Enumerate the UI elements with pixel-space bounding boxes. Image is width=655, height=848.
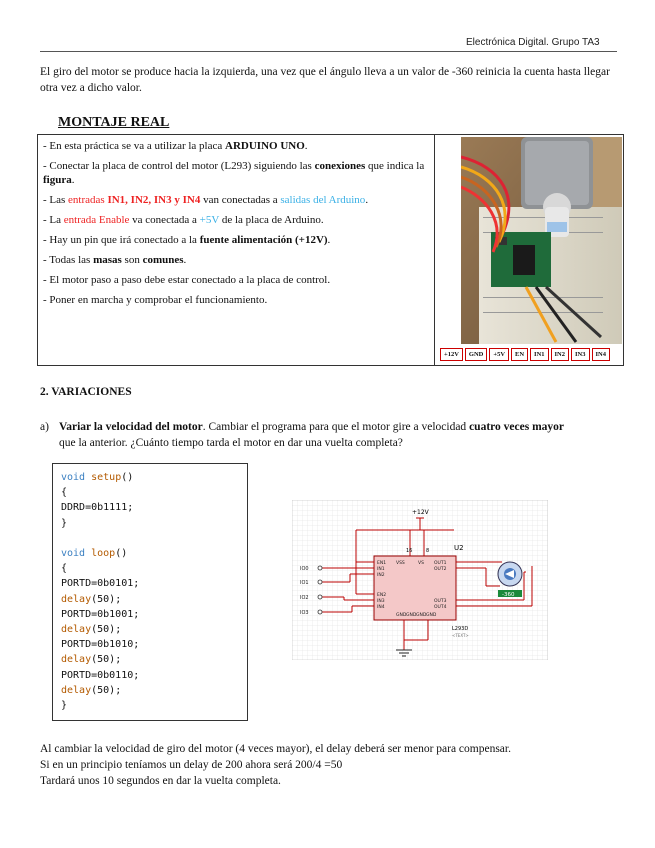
code-line: { [61, 487, 68, 499]
code-line: PORTD=0b0101; [61, 578, 140, 590]
pin-label: GND [465, 348, 487, 361]
ic-name: U2 [454, 544, 464, 552]
intro-paragraph: El giro del motor se produce hacia la izquierda, una vez que el ángulo lleva a un valor de -360 reinicia la cuenta hasta llegar otra vez a dicho valor. [40, 66, 610, 94]
vcc-label: +12V [412, 509, 429, 516]
conclusion-line: Al cambiar la velocidad de giro del motor (4 veces mayor), el delay deberá ser menor para compensar. [40, 743, 511, 755]
pin-label: IN3 [571, 348, 589, 361]
list-item: - En esta práctica se va a utilizar la placa ARDUINO UNO. [43, 140, 308, 152]
pin-name: OUT3 [434, 599, 447, 604]
montaje-table [37, 134, 624, 366]
list-item: - Conectar la placa de control del motor (L293) siguiendo las conexiones que indica la figura. [43, 160, 425, 186]
page-header: Electrónica Digital. Grupo TA3 [466, 37, 600, 48]
section-title-variaciones: 2. VARIACIONES [40, 386, 132, 398]
ic-sub: <TEXT> [452, 633, 469, 638]
port-label: IO1 [300, 580, 309, 586]
section-title-montaje: MONTAJE REAL [58, 115, 170, 130]
ic-part: L293D [452, 626, 469, 632]
pin-label: +12V [440, 348, 463, 361]
pin-name: EN1 [377, 561, 387, 566]
code-line: delay(50); [61, 684, 122, 696]
pin-name: GND [406, 613, 417, 618]
code-line: delay(50); [61, 624, 122, 636]
conclusion-line: Tardará unos 10 segundos en dar la vuelta completa. [40, 775, 281, 787]
motor-value: -360 [502, 592, 515, 598]
pin-label: IN1 [530, 348, 548, 361]
svg-text:8: 8 [426, 548, 430, 554]
code-line: delay(50); [61, 654, 122, 666]
pin-name: GND [426, 613, 437, 618]
svg-text:16: 16 [406, 548, 413, 554]
pin-name: GND [396, 613, 407, 618]
port-label: IO0 [300, 566, 309, 572]
variation-a-label: a) [40, 421, 49, 433]
pin-label: +5V [489, 348, 509, 361]
pin-name: IN2 [377, 573, 385, 578]
pin-name: IN4 [377, 605, 385, 610]
port-label: IO3 [300, 610, 309, 616]
code-line: } [61, 700, 68, 712]
pin-labels [440, 348, 610, 361]
code-line: delay(50); [61, 593, 122, 605]
circuit-schematic [292, 500, 548, 660]
pin-name: VSS [396, 561, 405, 566]
pin-name: OUT4 [434, 605, 447, 610]
code-line: void setup() [61, 472, 134, 483]
pin-name: OUT2 [434, 567, 447, 572]
table-divider [434, 135, 435, 365]
list-item: - La entrada Enable va conectada a +5V de la placa de Arduino. [43, 214, 324, 226]
pin-label: IN2 [551, 348, 569, 361]
conclusion-line: Si en un principio teníamos un delay de 200 ahora será 200/4 =50 [40, 759, 343, 771]
code-block [52, 463, 248, 721]
port-label: IO2 [300, 595, 309, 601]
code-line: { [61, 563, 68, 575]
pin-name: GND [416, 613, 427, 618]
pin-name: VS [418, 561, 424, 566]
pin-name: IN1 [377, 567, 385, 572]
pin-label: EN [511, 348, 528, 361]
list-item: - Poner en marcha y comprobar el funcionamiento. [43, 294, 268, 306]
code-line: PORTD=0b1010; [61, 639, 140, 651]
list-item: - Las entradas IN1, IN2, IN3 y IN4 van conectadas a salidas del Arduino. [43, 194, 369, 206]
variation-a-text: Variar la velocidad del motor. Cambiar el programa para que el motor gire a velocidad cuatro veces mayor que la anterior. ¿Cuánto tiempo tarda el motor en dar una vuelta completa? [59, 421, 565, 449]
header-rule [40, 51, 617, 52]
pin-name: IN3 [377, 599, 385, 604]
list-item: - El motor paso a paso debe estar conectado a la placa de control. [43, 274, 331, 286]
code-line: void loop() [61, 548, 128, 559]
code-line: PORTD=0b1001; [61, 608, 140, 620]
montaje-photo [461, 137, 622, 344]
montaje-list [43, 139, 428, 313]
pin-name: OUT1 [434, 561, 447, 566]
list-item: - Todas las masas son comunes. [43, 254, 187, 266]
list-item: - Hay un pin que irá conectado a la fuente alimentación (+12V). [43, 234, 331, 246]
code-line: PORTD=0b0110; [61, 669, 140, 681]
pin-name: EN2 [377, 593, 387, 598]
pin-label: IN4 [592, 348, 610, 361]
code-line: } [61, 517, 68, 529]
code-line: DDRD=0b1111; [61, 502, 134, 514]
